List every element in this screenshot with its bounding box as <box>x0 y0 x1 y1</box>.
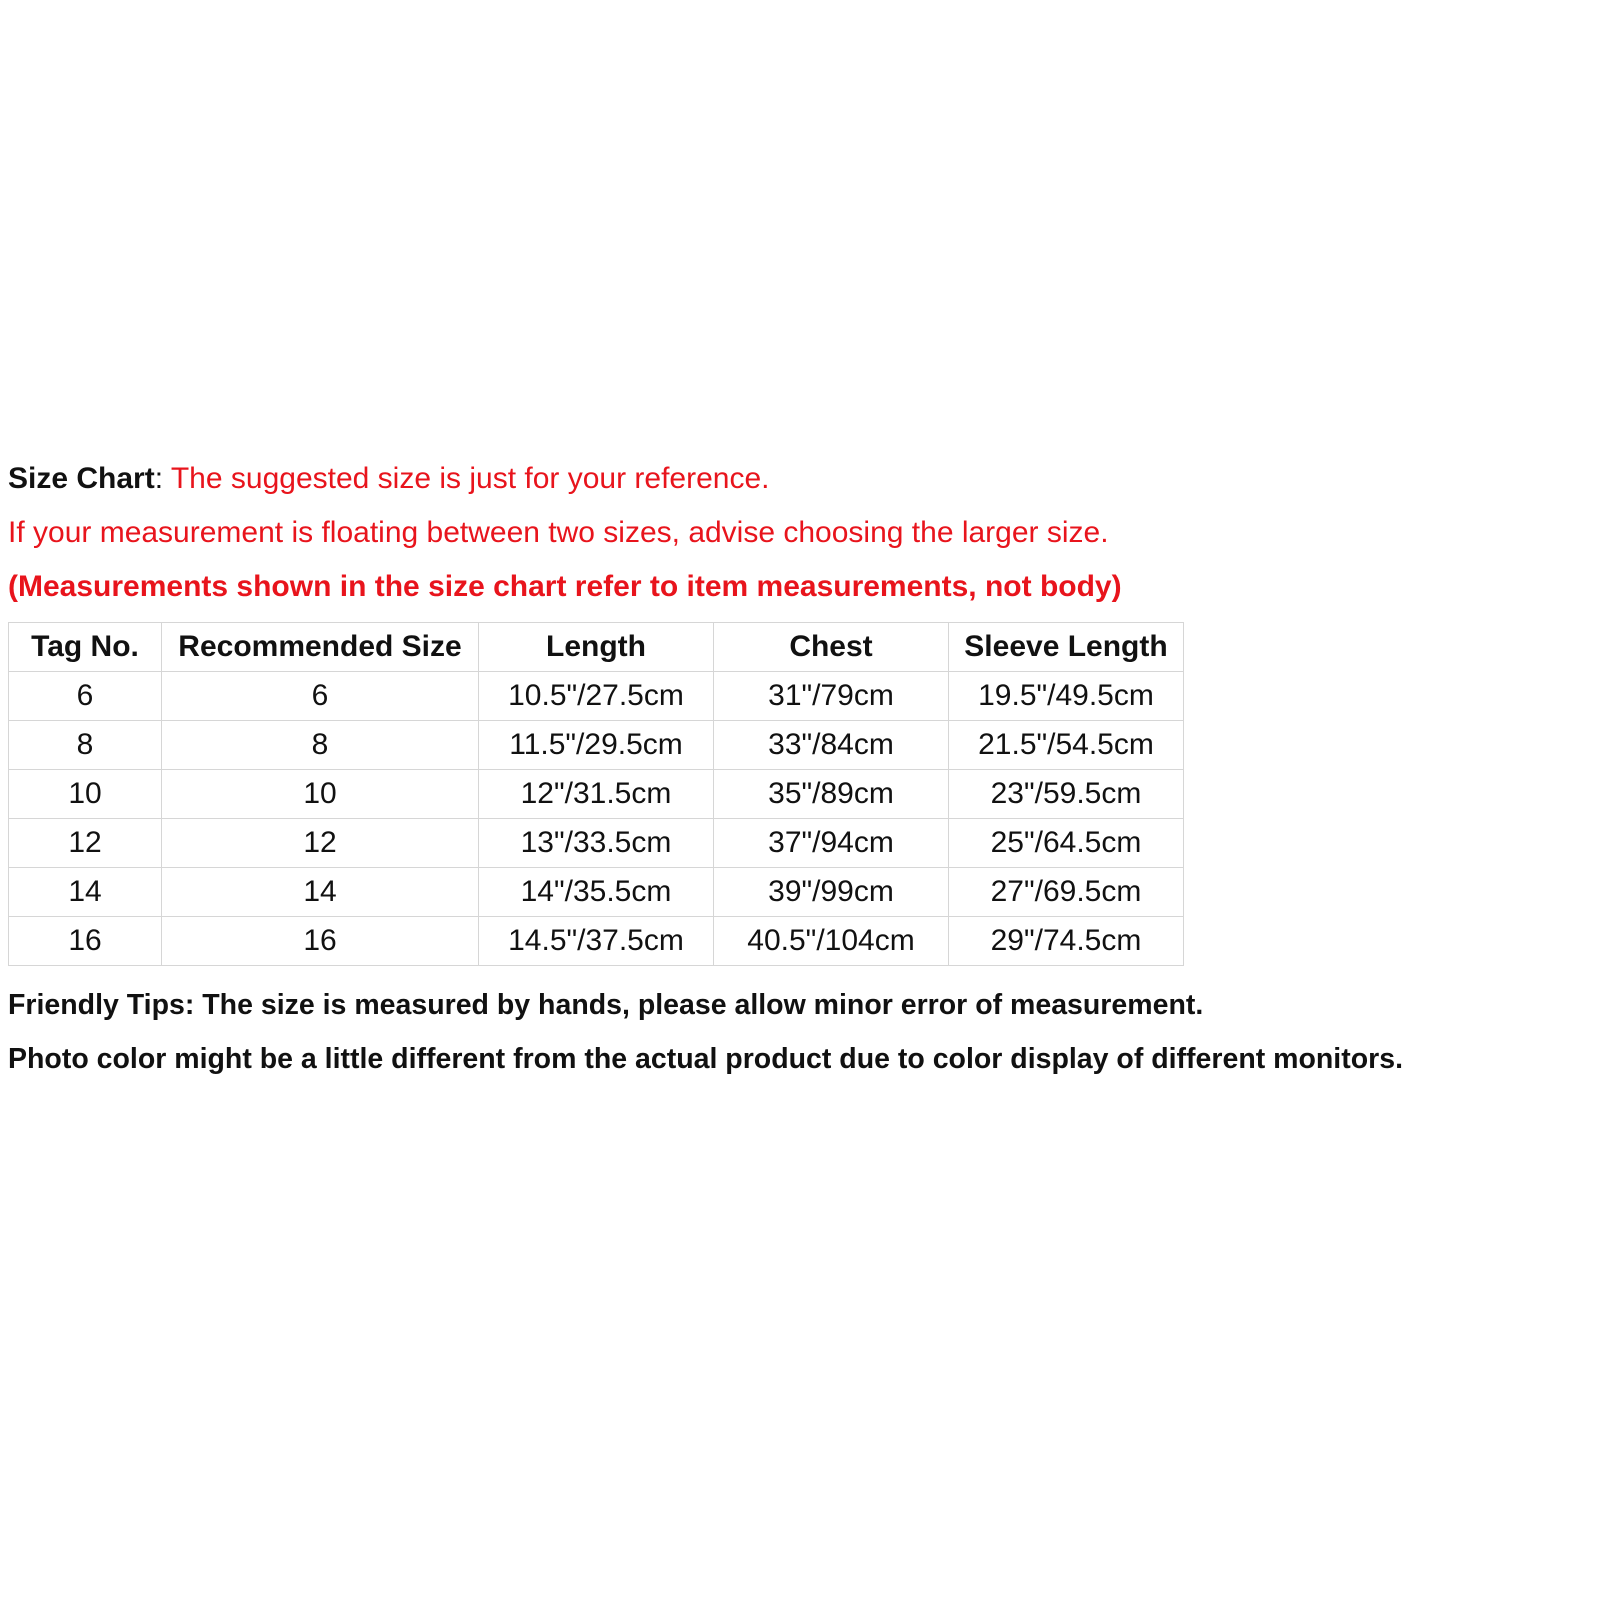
cell-tag-no: 14 <box>9 868 162 917</box>
cell-recommended-size: 16 <box>162 917 479 966</box>
title-colon: : <box>154 462 171 495</box>
cell-chest: 40.5"/104cm <box>714 917 949 966</box>
cell-recommended-size: 6 <box>162 672 479 721</box>
cell-length: 10.5"/27.5cm <box>479 672 714 721</box>
cell-tag-no: 10 <box>9 770 162 819</box>
table-row <box>9 672 1184 721</box>
cell-recommended-size: 8 <box>162 721 479 770</box>
sizing-advice: If your measurement is floating between two sizes, advise choosing the larger size. <box>8 516 1109 549</box>
column-header-recommended-size: Recommended Size <box>162 623 479 672</box>
cell-sleeve-length: 19.5"/49.5cm <box>949 672 1184 721</box>
cell-tag-no: 12 <box>9 819 162 868</box>
table-row <box>9 770 1184 819</box>
cell-recommended-size: 12 <box>162 819 479 868</box>
cell-chest: 31"/79cm <box>714 672 949 721</box>
table-row <box>9 868 1184 917</box>
cell-tag-no: 16 <box>9 917 162 966</box>
cell-sleeve-length: 27"/69.5cm <box>949 868 1184 917</box>
cell-length: 13"/33.5cm <box>479 819 714 868</box>
cell-chest: 33"/84cm <box>714 721 949 770</box>
cell-sleeve-length: 21.5"/54.5cm <box>949 721 1184 770</box>
cell-chest: 39"/99cm <box>714 868 949 917</box>
measurement-note: (Measurements shown in the size chart refer to item measurements, not body) <box>8 570 1122 603</box>
cell-chest: 37"/94cm <box>714 819 949 868</box>
cell-chest: 35"/89cm <box>714 770 949 819</box>
table-row <box>9 917 1184 966</box>
cell-sleeve-length: 25"/64.5cm <box>949 819 1184 868</box>
cell-recommended-size: 14 <box>162 868 479 917</box>
reference-note: The suggested size is just for your reference. <box>170 462 770 495</box>
column-header-length: Length <box>479 623 714 672</box>
cell-recommended-size: 10 <box>162 770 479 819</box>
column-header-tag-no: Tag No. <box>9 623 162 672</box>
cell-sleeve-length: 29"/74.5cm <box>949 917 1184 966</box>
table-row <box>9 721 1184 770</box>
cell-length: 14.5"/37.5cm <box>479 917 714 966</box>
photo-color-note: Photo color might be a little different from the actual product due to color display of different monitors. <box>8 1043 1403 1075</box>
size-table <box>8 622 1184 966</box>
table-header-row <box>9 623 1184 672</box>
cell-length: 14"/35.5cm <box>479 868 714 917</box>
column-header-chest: Chest <box>714 623 949 672</box>
cell-length: 11.5"/29.5cm <box>479 721 714 770</box>
cell-length: 12"/31.5cm <box>479 770 714 819</box>
cell-tag-no: 8 <box>9 721 162 770</box>
cell-sleeve-length: 23"/59.5cm <box>949 770 1184 819</box>
column-header-sleeve-length: Sleeve Length <box>949 623 1184 672</box>
cell-tag-no: 6 <box>9 672 162 721</box>
table-row <box>9 819 1184 868</box>
size-chart-intro-line <box>8 452 1598 506</box>
size-chart-document <box>8 452 1598 1086</box>
size-chart-title: Size Chart <box>8 462 155 495</box>
friendly-tips: Friendly Tips: The size is measured by hands, please allow minor error of measurement. <box>8 989 1204 1021</box>
